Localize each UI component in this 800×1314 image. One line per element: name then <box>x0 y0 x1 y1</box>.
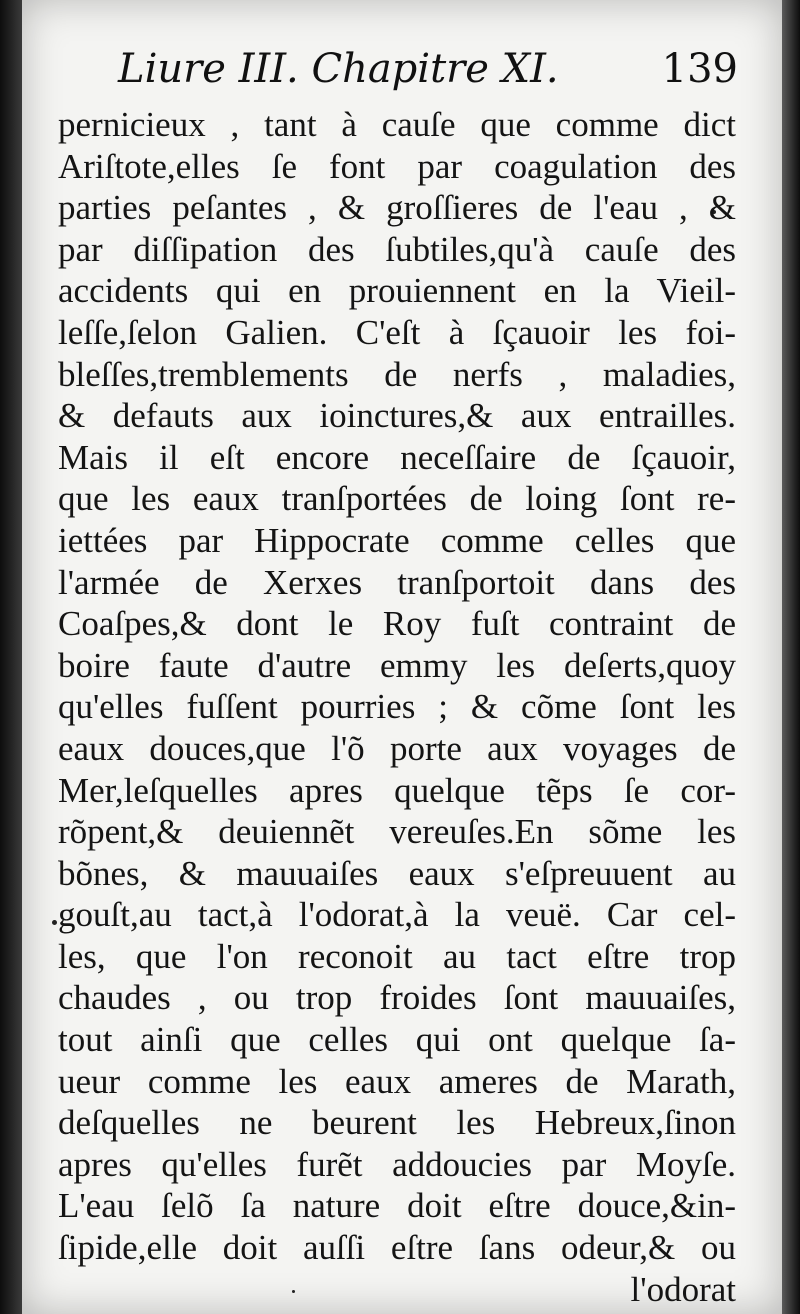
catchword: l'odorat <box>630 1269 736 1309</box>
running-header <box>118 46 738 106</box>
text-line: deſquelles ne beurent les Hebreux,ſinon <box>58 1103 736 1143</box>
text-line: Mer,leſquelles apres quelque tẽps ſe cor- <box>58 770 736 810</box>
text-line: apres qu'elles furẽt addoucies par Moyſe. <box>58 1144 736 1184</box>
running-title: Liure III. Chapitre XI. <box>118 46 559 92</box>
text-line: pernicieux , tant à cauſe que comme dict <box>58 105 736 144</box>
text-line: gouſt,au tact,à l'odorat,à la veuë. Car cel- <box>58 895 736 935</box>
text-line: ueur comme les eaux ameres de Marath, <box>58 1061 736 1101</box>
text-line: leſſe,ſelon Galien. C'eſt à ſçauoir les foi- <box>58 312 736 352</box>
text-line: eaux douces,que l'õ porte aux voyages de <box>58 728 736 768</box>
text-line: ſipide,elle doit auſſi eſtre ſans odeur,& ou <box>58 1228 736 1268</box>
text-line: parties peſantes , & groſſieres de l'eau , & <box>58 188 736 228</box>
body-text <box>58 104 736 1310</box>
text-line: Mais il eſt encore neceſſaire de ſçauoir, <box>58 437 736 477</box>
text-line: Ariſtote,elles ſe font par coagulation des <box>58 146 736 186</box>
text-line: chaudes , ou trop froides ſont mauuaiſes, <box>58 978 736 1018</box>
text-line: l'armée de Xerxes tranſportoit dans des <box>58 562 736 602</box>
ink-speck <box>52 920 57 925</box>
text-line: que les eaux tranſportées de loing ſont re- <box>58 479 736 519</box>
page-edge-right <box>782 0 800 1314</box>
text-line: bõnes, & mauuaiſes eaux s'eſpreuuent au <box>58 853 736 893</box>
text-line: les, que l'on reconoit au tact eſtre trop <box>58 936 736 976</box>
text-line: tout ainſi que celles qui ont quelque ſa- <box>58 1020 736 1060</box>
text-line: L'eau ſelõ ſa nature doit eſtre douce,&in- <box>58 1186 736 1226</box>
text-line: iettées par Hippocrate comme celles que <box>58 520 736 560</box>
text-line: accidents qui en prouiennent en la Vieil- <box>58 271 736 311</box>
text-line: qu'elles fuſſent pourries ; & cõme ſont les <box>58 687 736 727</box>
page-edge-left <box>0 0 22 1314</box>
text-line: rõpent,& deuiennẽt vereuſes.En sõme les <box>58 812 736 852</box>
text-line: bleſſes,tremblements de nerfs , maladies, <box>58 354 736 394</box>
text-line: Coaſpes,& dont le Roy fuſt contraint de <box>58 604 736 644</box>
text-line: par diſſipation des ſubtiles,qu'à cauſe des <box>58 229 736 269</box>
text-line: & defauts aux ioinctures,& aux entrailles. <box>58 396 736 436</box>
text-line: boire faute d'autre emmy les deſerts,quoy <box>58 645 736 685</box>
page-number: 139 <box>661 46 738 92</box>
